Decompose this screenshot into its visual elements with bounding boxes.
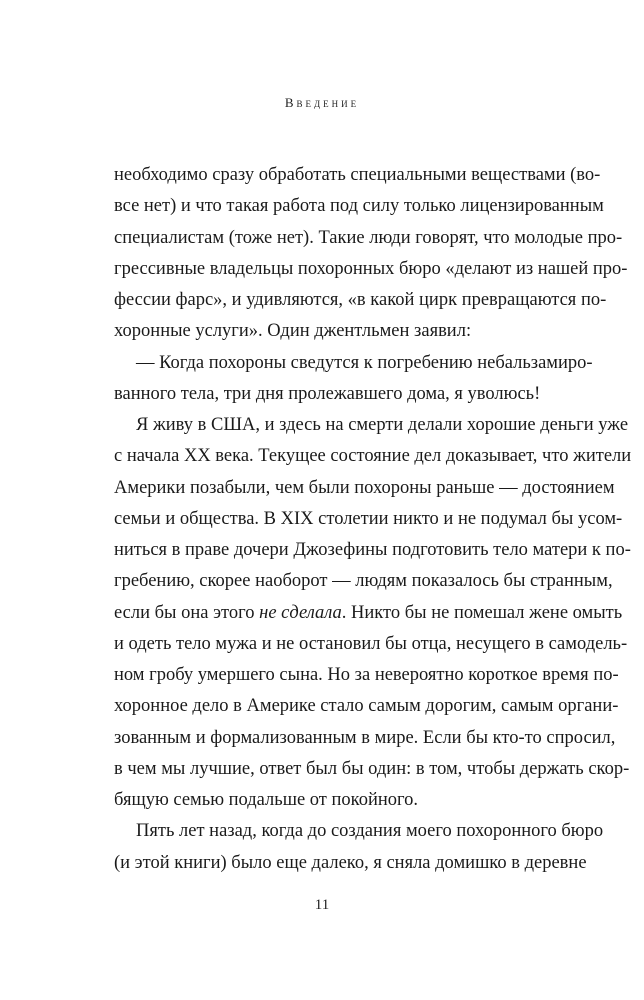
text-line: Америки позабыли, чем были похороны раньше — достоянием xyxy=(114,477,615,498)
text-run: если бы она этого xyxy=(114,602,260,623)
text-line: (и этой книги) было еще далеко, я сняла домишко в деревне xyxy=(114,852,587,873)
text-line: ниться в праве дочери Джозефины подготовить тело матери к по- xyxy=(114,540,631,560)
text-line: хоронные услуги». Один джентльмен заявил: xyxy=(114,321,472,342)
text-line: семьи и общества. В XIX столетии никто и не подумал бы усом- xyxy=(114,508,623,529)
text-line: необходимо сразу обработать специальными веществами (во- xyxy=(114,165,601,185)
text-line: в чем мы лучшие, ответ был бы один: в том, чтобы держать скор- xyxy=(114,758,630,779)
text-line: грессивные владельцы похоронных бюро «делают из нашей про- xyxy=(114,258,628,279)
text-line: фессии фарс», и удивляются, «в какой цирк превращаются по- xyxy=(114,290,607,310)
body-text xyxy=(114,160,632,879)
text-line: Я живу в США, и здесь на смерти делали хорошие деньги уже xyxy=(136,415,629,435)
text-line: гребению, скорее наоборот — людям показалось бы странным, xyxy=(114,571,613,592)
text-run: . Никто бы не помешал жене омыть xyxy=(341,602,623,623)
text-line: Пять лет назад, когда до создания моего похоронного бюро xyxy=(136,821,604,842)
text-line: ванного тела, три дня пролежавшего дома, я уволюсь! xyxy=(114,383,541,404)
text-line: ном гробу умершего сына. Но за невероятно короткое время по- xyxy=(114,665,619,685)
text-line: с начала XX века. Текущее состояние дел доказывает, что жители xyxy=(114,446,632,467)
text-line: — Когда похороны сведутся к погребению небальзамиро- xyxy=(136,352,593,373)
text-line: бящую семью подальше от покойного. xyxy=(114,790,419,810)
text-line: специалистам (тоже нет). Такие люди говорят, что молодые про- xyxy=(114,227,623,248)
text-line: и одеть тело мужа и не остановил бы отца, несущего в самодель- xyxy=(114,633,628,654)
text-line: все нет) и что такая работа под силу только лицензированным xyxy=(114,196,604,217)
page-number: 11 xyxy=(314,897,330,913)
text-line: зованным и формализованным в мире. Если бы кто-то спросил, xyxy=(114,727,616,748)
text-line: хоронное дело в Америке стало самым дорогим, самым органи- xyxy=(114,696,619,717)
running-head: Введение xyxy=(284,95,360,110)
italic-emphasis: не сделала xyxy=(259,602,342,623)
text-line-mixed xyxy=(114,598,623,629)
